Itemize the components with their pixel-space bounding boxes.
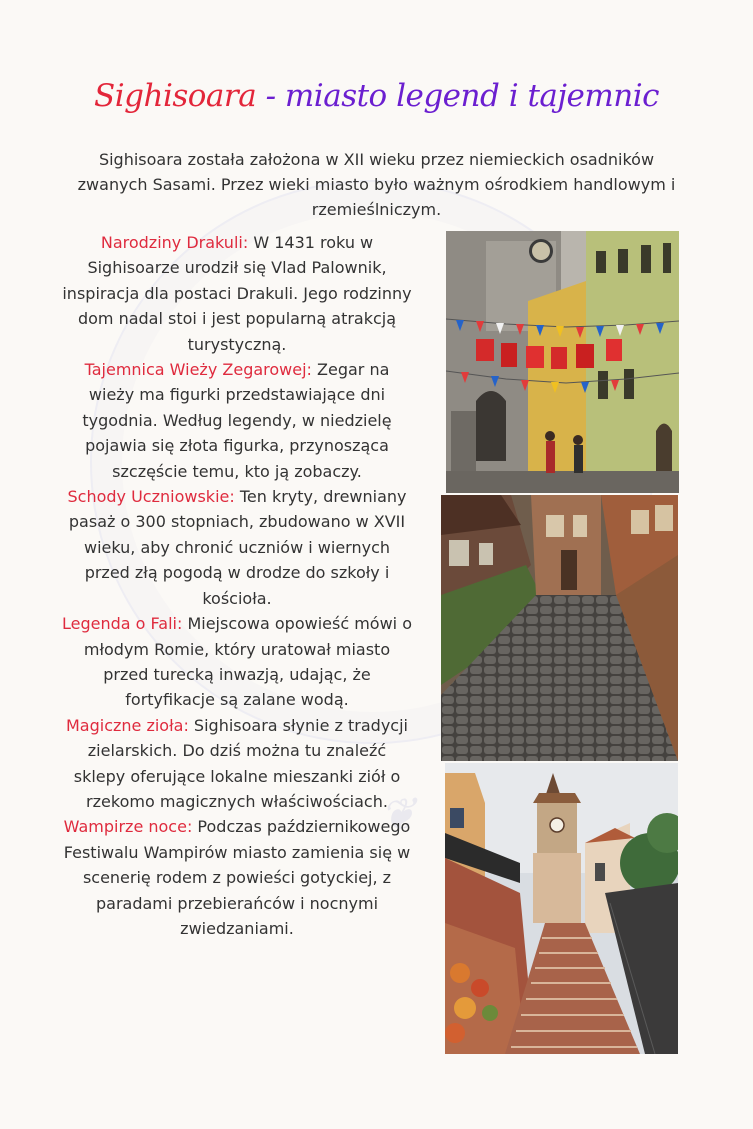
section-paragraph: [62, 814, 412, 941]
section-heading: Legenda o Fali:: [62, 614, 183, 634]
section-heading: Magiczne zioła:: [65, 715, 189, 735]
legends-column: [62, 230, 412, 941]
stairs-to-tower-photo: [445, 763, 678, 1054]
section-heading: Narodziny Drakuli:: [100, 233, 249, 252]
section-paragraph: [62, 230, 412, 357]
section-heading: Schody Uczniowskie:: [67, 487, 235, 507]
section-heading: Wampirze noce:: [63, 817, 193, 837]
section-paragraph: [62, 484, 412, 611]
page-title: [0, 78, 753, 114]
section-text: Miejscowa opowieść mówi o młodym Romie, który uratował miasto przed turecką inwazją, udając, że fortyfikacje są zalane wodą.: [83, 614, 412, 710]
section-text: Zegar na wieży ma figurki przedstawiające dni tygodnia. Według legendy, w niedzielę pojawia się złota figurka, przynosząca szczęście temu, kto ją zobaczy.: [82, 360, 392, 481]
section-text: Podczas październikowego Festiwalu Wampirów miasto zamienia się w scenerię rodem z powieści gotyckiej, z paradami przebierańców i nocnymi zwiedzaniami.: [63, 817, 411, 938]
section-text: W 1431 roku w Sighisoarze urodził się Vlad Palownik, inspiracja dla postaci Drakuli. Jego rodzinny dom nadal stoi i jest popularną atrakcją turystyczną.: [62, 233, 412, 354]
intro-paragraph: Sighisoara została założona w XII wieku przez niemieckich osadników zwanych Sasami. Przez wieki miasto było ważnym ośrodkiem handlowym i rzemieślniczym.: [77, 150, 676, 219]
section-paragraph: [62, 713, 412, 815]
title-part-purple: - miasto legend i tajemnic: [256, 78, 659, 114]
section-paragraph: [62, 357, 412, 484]
background-watermark-text: ❦: [377, 788, 420, 843]
section-paragraph: [62, 611, 412, 713]
section-text: Sighisoara słynie z tradycji zielarskich. Do dziś można tu znaleźć sklepy oferujące lokalne mieszanki ziół o rzekomo magicznych właściwościach.: [73, 715, 408, 811]
cobblestone-alley-photo: [441, 495, 678, 761]
clock-tower-street-photo: [446, 231, 679, 493]
title-part-red: Sighisoara: [93, 78, 257, 114]
section-heading: Tajemnica Wieży Zegarowej:: [84, 360, 312, 380]
section-text: Ten kryty, drewniany pasaż o 300 stopniach, zbudowano w XVII wieku, aby chronić uczniów i wiernych przed złą pogodą w drodze do szkoły i kościoła.: [68, 487, 407, 608]
